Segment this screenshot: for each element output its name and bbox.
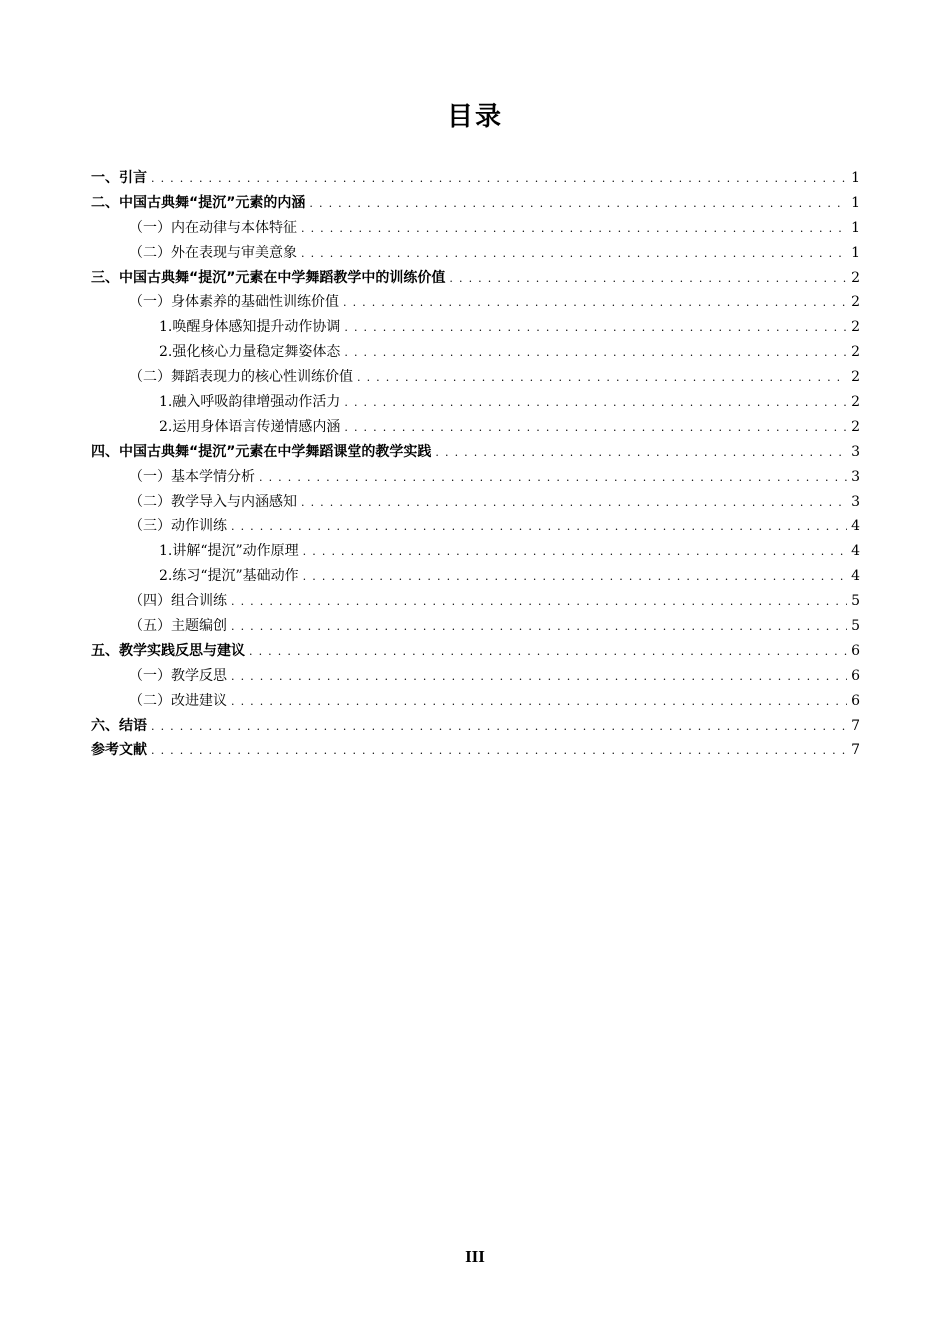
toc-leader-dots xyxy=(357,366,847,391)
toc-entry-text: （一）身体素养的基础性训练价值 xyxy=(129,294,339,311)
toc-entry[interactable] xyxy=(91,266,860,291)
toc-entry-page: 1 xyxy=(851,244,860,261)
toc-entry-page: 2 xyxy=(851,294,860,311)
toc-entry-text: 参考文献 xyxy=(91,742,147,759)
toc-leader-dots xyxy=(343,291,847,316)
toc-entry-page: 6 xyxy=(851,667,860,684)
toc-leader-dots xyxy=(231,590,847,615)
toc-leader-dots xyxy=(231,665,847,690)
toc-leader-dots xyxy=(344,391,847,416)
toc-entry-page: 3 xyxy=(851,443,860,460)
toc-entry-text: 1.讲解“提沉”动作原理 xyxy=(159,543,299,560)
toc-entry-text: 四、中国古典舞“提沉”元素在中学舞蹈课堂的教学实践 xyxy=(91,443,432,460)
toc-entry-page: 5 xyxy=(851,593,860,610)
page-number: III xyxy=(465,1247,485,1266)
toc-leader-dots xyxy=(231,690,847,715)
toc-entry[interactable] xyxy=(91,589,860,614)
toc-entry[interactable] xyxy=(91,290,860,315)
toc-entry[interactable] xyxy=(91,664,860,689)
toc-entry-page: 1 xyxy=(851,170,860,186)
toc-leader-dots xyxy=(303,540,847,565)
toc-entry[interactable] xyxy=(91,539,860,564)
toc-entry-text: 2.练习“提沉”基础动作 xyxy=(159,568,299,585)
toc-entry-page: 2 xyxy=(851,394,860,411)
toc-entry-page: 6 xyxy=(851,642,860,659)
toc-entry-text: （二）外在表现与审美意象 xyxy=(129,244,297,261)
toc-entry-text: （二）教学导入与内涵感知 xyxy=(129,493,297,510)
toc-leader-dots xyxy=(344,316,847,341)
toc-entry-text: 二、中国古典舞“提沉”元素的内涵 xyxy=(91,194,306,211)
toc-entry-text: （二）舞蹈表现力的核心性训练价值 xyxy=(129,369,353,386)
toc-entry-text: （一）内在动律与本体特征 xyxy=(129,219,297,236)
toc-leader-dots xyxy=(301,491,847,516)
toc-entry-page: 2 xyxy=(851,269,860,286)
toc-entry-page: 4 xyxy=(851,543,860,560)
toc-entry-text: （五）主题编创 xyxy=(129,618,227,635)
toc-entry-page: 4 xyxy=(851,518,860,535)
toc-leader-dots xyxy=(231,515,847,540)
toc-entry-page: 2 xyxy=(851,319,860,336)
toc-entry[interactable] xyxy=(91,216,860,241)
toc-leader-dots xyxy=(259,466,847,491)
toc-leader-dots xyxy=(435,441,847,466)
toc-leader-dots xyxy=(231,615,847,640)
toc-entry[interactable] xyxy=(91,738,860,763)
toc-leader-dots xyxy=(301,217,847,242)
toc-entry[interactable] xyxy=(91,490,860,515)
toc-leader-dots xyxy=(151,715,847,740)
toc-entry[interactable] xyxy=(91,315,860,340)
toc-entry[interactable] xyxy=(91,166,860,191)
toc-entry[interactable] xyxy=(91,340,860,365)
toc-entry-page: 2 xyxy=(851,369,860,386)
toc-entry-page: 5 xyxy=(851,618,860,635)
toc-entry[interactable] xyxy=(91,639,860,664)
toc-entry-text: （三）动作训练 xyxy=(129,518,227,535)
toc-entry-text: （二）改进建议 xyxy=(129,692,227,709)
toc-entry-page: 1 xyxy=(851,194,860,211)
toc-leader-dots xyxy=(249,640,847,665)
toc-leader-dots xyxy=(151,167,847,192)
toc-entry-page: 3 xyxy=(851,468,860,485)
toc-leader-dots xyxy=(301,242,847,267)
toc-entry[interactable] xyxy=(91,390,860,415)
toc-entry[interactable] xyxy=(91,191,860,216)
toc-entry[interactable] xyxy=(91,614,860,639)
toc-entry-text: 1.融入呼吸韵律增强动作活力 xyxy=(159,394,341,411)
toc-entry-page: 7 xyxy=(851,742,860,759)
toc-entry-page: 7 xyxy=(851,717,860,734)
toc-entry-text: 六、结语 xyxy=(91,717,147,734)
toc-leader-dots xyxy=(309,192,847,217)
toc-entry[interactable] xyxy=(91,689,860,714)
toc-leader-dots xyxy=(151,739,847,764)
toc-leader-dots xyxy=(344,341,847,366)
toc-entry[interactable] xyxy=(91,365,860,390)
toc-entry[interactable] xyxy=(91,564,860,589)
toc-entry-page: 2 xyxy=(851,418,860,435)
toc-title: 目录 xyxy=(446,102,503,132)
toc-entry[interactable] xyxy=(91,440,860,465)
toc-entry[interactable] xyxy=(91,714,860,739)
toc-entry-text: （四）组合训练 xyxy=(129,593,227,610)
toc-entry[interactable] xyxy=(91,241,860,266)
toc-entry-page: 3 xyxy=(851,493,860,510)
toc-entry-text: 五、教学实践反思与建议 xyxy=(91,642,245,659)
toc-entry-text: （一）教学反思 xyxy=(129,667,227,684)
toc-entry-page: 6 xyxy=(851,692,860,709)
toc-entry[interactable] xyxy=(91,514,860,539)
toc-entry-text: 一、引言 xyxy=(91,170,147,186)
toc-entry-text: （一）基本学情分析 xyxy=(129,468,255,485)
toc-leader-dots xyxy=(303,565,847,590)
toc-entry-text: 2.强化核心力量稳定舞姿体态 xyxy=(159,344,341,361)
toc-entry-page: 2 xyxy=(851,344,860,361)
toc-entry-text: 三、中国古典舞“提沉”元素在中学舞蹈教学中的训练价值 xyxy=(91,269,446,286)
toc-entry-text: 2.运用身体语言传递情感内涵 xyxy=(159,418,341,435)
toc-entry-text: 1.唤醒身体感知提升动作协调 xyxy=(159,319,341,336)
toc-list xyxy=(91,166,860,763)
toc-entry[interactable] xyxy=(91,465,860,490)
toc-leader-dots xyxy=(449,267,847,292)
toc-leader-dots xyxy=(344,416,847,441)
toc-entry[interactable] xyxy=(91,415,860,440)
toc-entry-page: 4 xyxy=(851,568,860,585)
toc-entry-page: 1 xyxy=(851,219,860,236)
